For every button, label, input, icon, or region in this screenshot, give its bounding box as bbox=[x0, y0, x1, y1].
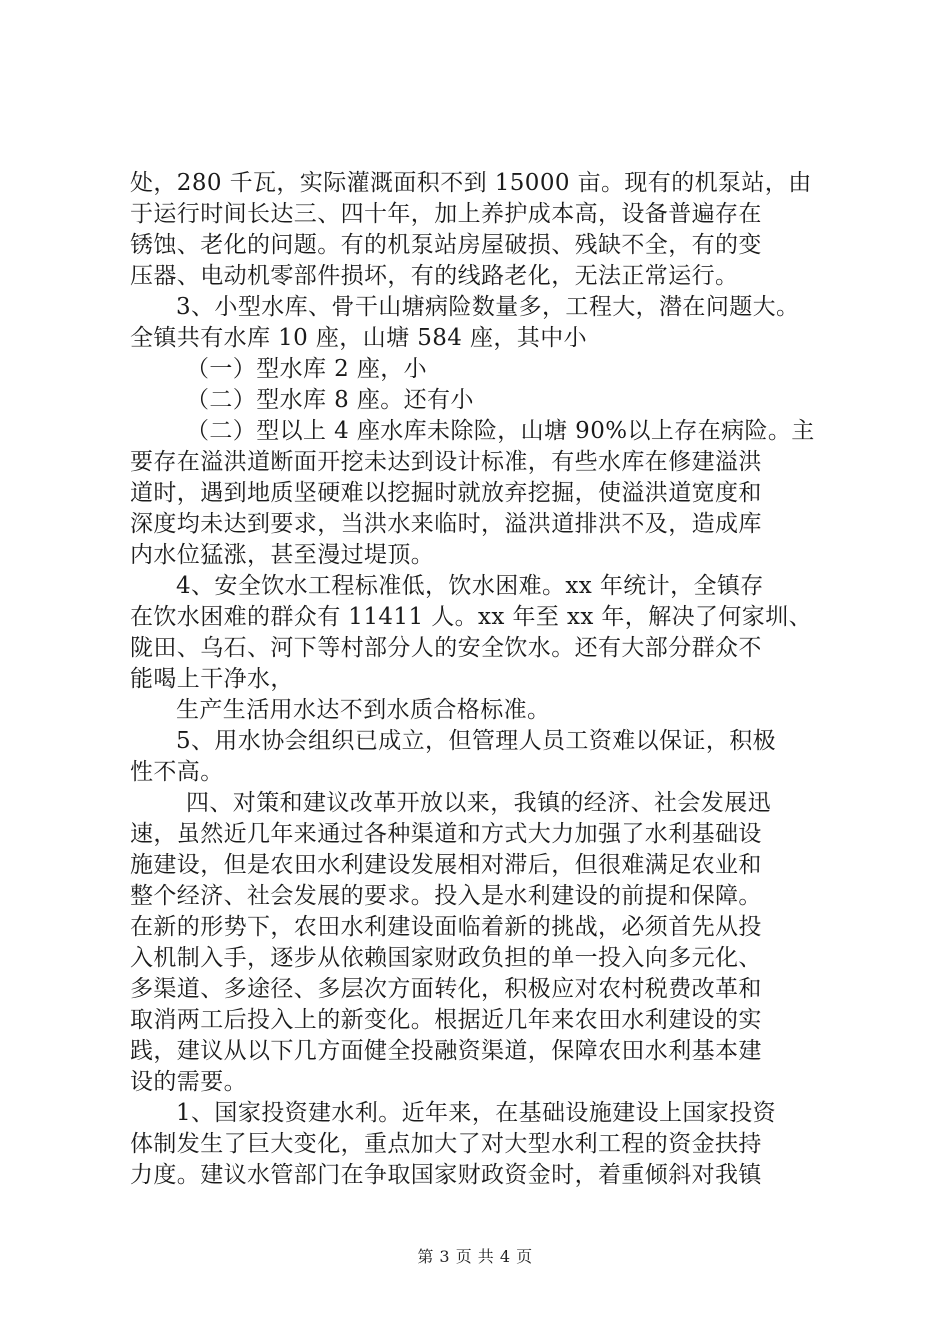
page-number-footer: 第 3 页 共 4 页 bbox=[417, 1247, 533, 1266]
text-line: 在饮水困难的群众有 11411 人。xx 年至 xx 年，解决了何家圳、 bbox=[130, 604, 813, 630]
text-line: 能喝上干净水， bbox=[130, 666, 294, 692]
text-line: 体制发生了巨大变化，重点加大了对大型水利工程的资金扶持 bbox=[130, 1131, 762, 1157]
text-line: 取消两工后投入上的新变化。根据近几年来农田水利建设的实 bbox=[130, 1007, 762, 1033]
text-line: （二）型以上 4 座水库未除险，山塘 90%以上存在病险。主 bbox=[186, 418, 815, 444]
text-line: 力度。建议水管部门在争取国家财政资金时，着重倾斜对我镇 bbox=[130, 1162, 762, 1188]
text-line: 践，建议从以下几方面健全投融资渠道，保障农田水利基本建 bbox=[130, 1038, 762, 1064]
text-line: 于运行时间长达三、四十年，加上养护成本高，设备普遍存在 bbox=[130, 201, 762, 227]
text-line: 内水位猛涨，甚至漫过堤顶。 bbox=[130, 542, 435, 568]
text-line: 多渠道、多途径、多层次方面转化，积极应对农村税费改革和 bbox=[130, 976, 762, 1002]
text-line: 道时，遇到地质坚硬难以挖掘时就放弃挖掘，使溢洪道宽度和 bbox=[130, 480, 762, 506]
text-line: 生产生活用水达不到水质合格标准。 bbox=[176, 697, 551, 723]
text-line: （二）型水库 8 座。还有小 bbox=[186, 387, 474, 413]
text-line: 3、小型水库、骨干山塘病险数量多，工程大，潜在问题大。 bbox=[176, 294, 800, 320]
document-body bbox=[130, 168, 830, 1191]
text-line: 4、安全饮水工程标准低，饮水困难。xx 年统计，全镇存 bbox=[176, 573, 764, 599]
text-line: 1、国家投资建水利。近年来，在基础设施建设上国家投资 bbox=[176, 1100, 777, 1126]
text-line: 陇田、乌石、河下等村部分人的安全饮水。还有大部分群众不 bbox=[130, 635, 762, 661]
text-line: 速，虽然近几年来通过各种渠道和方式大力加强了水利基础设 bbox=[130, 821, 762, 847]
text-line: 设的需要。 bbox=[130, 1069, 247, 1095]
text-line: 四、对策和建议改革开放以来，我镇的经济、社会发展迅 bbox=[186, 790, 771, 816]
text-line: 要存在溢洪道断面开挖未达到设计标准，有些水库在修建溢洪 bbox=[130, 449, 762, 475]
text-line: 全镇共有水库 10 座，山塘 584 座，其中小 bbox=[130, 325, 588, 351]
text-line: 5、用水协会组织已成立，但管理人员工资难以保证，积极 bbox=[176, 728, 777, 754]
text-line: 施建设，但是农田水利建设发展相对滞后，但很难满足农业和 bbox=[130, 852, 762, 878]
text-line: 性不高。 bbox=[130, 759, 224, 785]
text-line: 深度均未达到要求，当洪水来临时，溢洪道排洪不及，造成库 bbox=[130, 511, 762, 537]
text-line: 压器、电动机零部件损坏，有的线路老化，无法正常运行。 bbox=[130, 263, 739, 289]
text-line: 入机制入手，逐步从依赖国家财政负担的单一投入向多元化、 bbox=[130, 945, 762, 971]
text-line: 锈蚀、老化的问题。有的机泵站房屋破损、残缺不全，有的变 bbox=[130, 232, 762, 258]
text-line: 处，280 千瓦，实际灌溉面积不到 15000 亩。现有的机泵站，由 bbox=[130, 170, 812, 196]
text-line: （一）型水库 2 座，小 bbox=[186, 356, 428, 382]
text-line: 整个经济、社会发展的要求。投入是水利建设的前提和保障。 bbox=[130, 883, 762, 909]
text-line: 在新的形势下，农田水利建设面临着新的挑战，必须首先从投 bbox=[130, 914, 762, 940]
